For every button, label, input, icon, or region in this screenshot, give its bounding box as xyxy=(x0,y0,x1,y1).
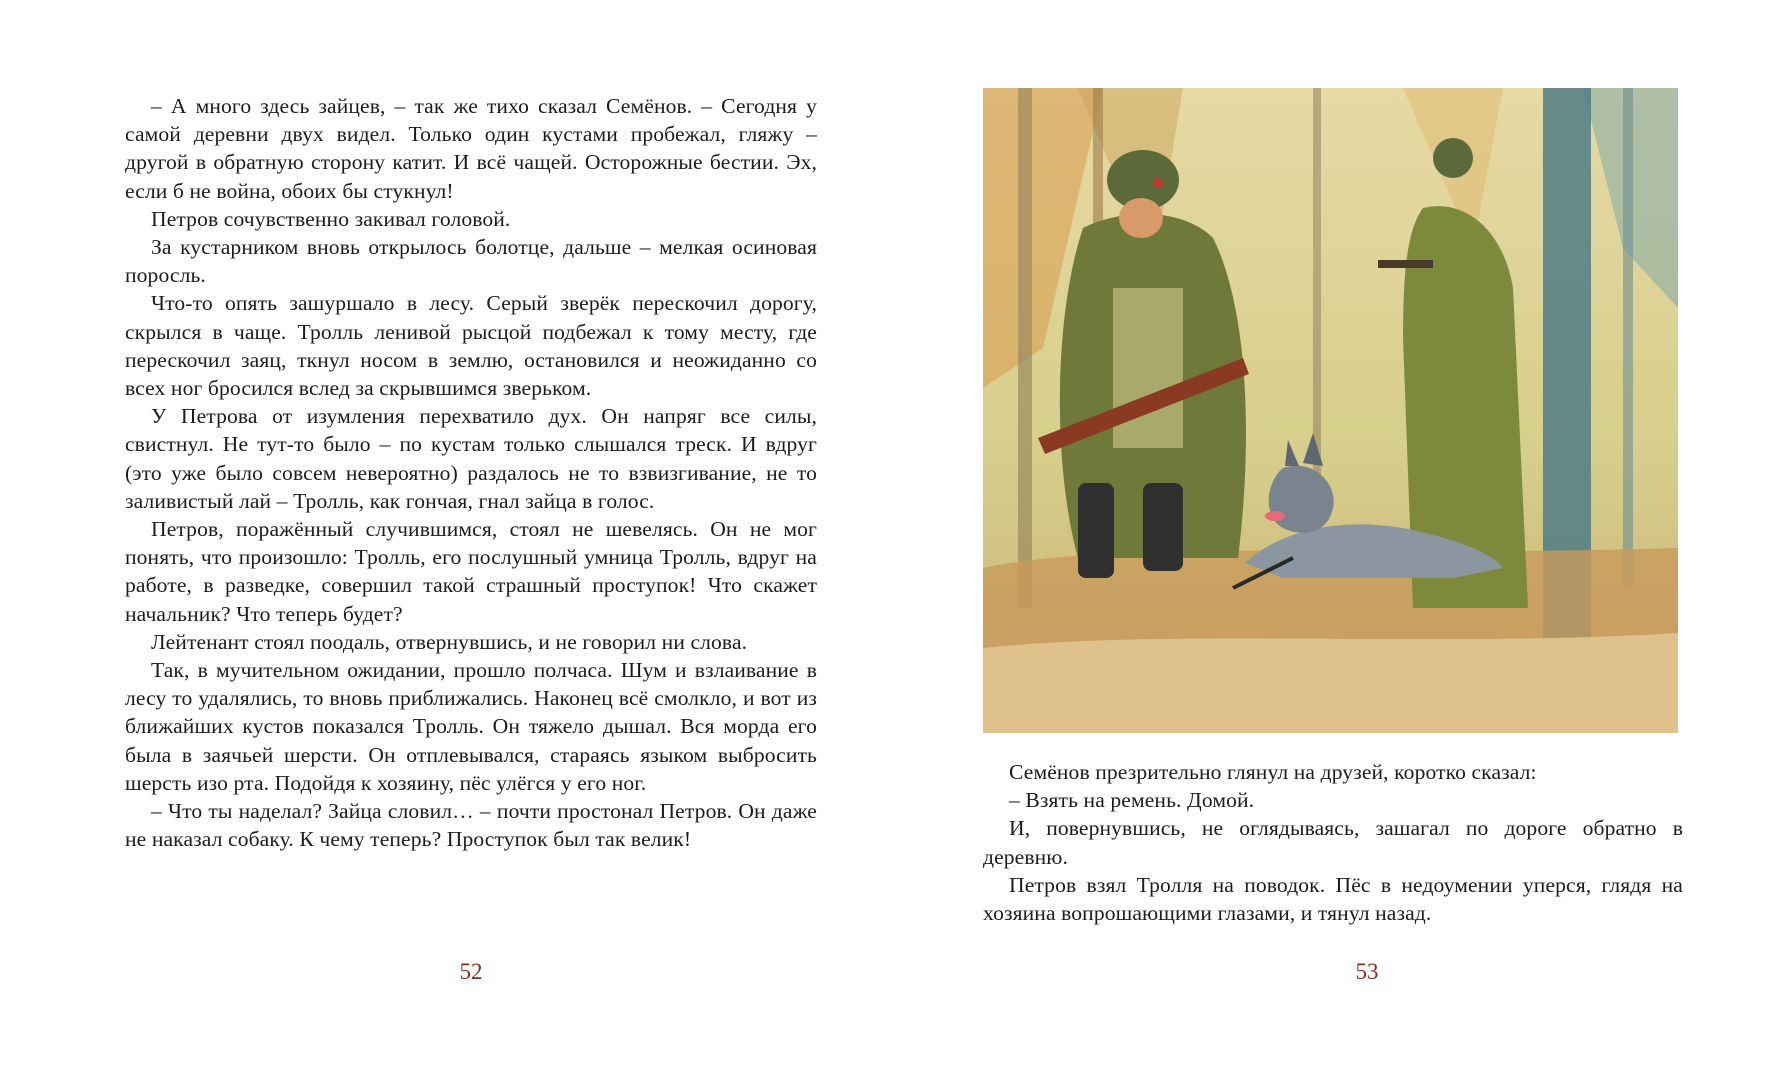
paragraph: И, повернувшись, не оглядываясь, зашагал по дороге обратно в деревню. xyxy=(983,816,1683,869)
paragraph: – А много здесь зайцев, – так же тихо сказал Семёнов. – Сегодня у самой деревни двух видел. Только один кустами пробежал, гляжу – другой в обратную сторону катит. И всё чащей. Осторожные бестии. Эх, если б не война, обоих бы стукнул! xyxy=(125,94,817,203)
tree-trunk xyxy=(1623,88,1633,588)
soldier-boot-left xyxy=(1078,483,1114,578)
second-soldier-helmet xyxy=(1433,138,1473,178)
soldier-face xyxy=(1119,198,1163,238)
dog-tongue xyxy=(1265,511,1285,521)
forest-floor-light xyxy=(983,633,1678,733)
tree-trunk xyxy=(1018,88,1032,608)
paragraph: – Что ты наделал? Зайца словил… – почти простонал Петров. Он даже не наказал собаку. К чему теперь? Проступок был так велик! xyxy=(125,799,817,852)
soldier-boot-right xyxy=(1143,483,1183,571)
paragraph: За кустарником вновь открылось болотце, дальше – мелкая осиновая поросль. xyxy=(125,235,817,288)
paragraph: У Петрова от изумления перехватило дух. Он напряг все силы, свистнул. Не тут-то было – по кустам только слышался треск. И вдруг (это уже было совсем невероятно) раздалось не то взвизгивание, не то заливистый лай – Тролль, как гончая, гнал зайца в голос. xyxy=(125,404,817,513)
left-page-text xyxy=(125,92,817,853)
paragraph: Лейтенант стоял поодаль, отвернувшись, и не говорил ни слова. xyxy=(151,629,748,654)
helmet-star xyxy=(1153,178,1163,188)
paragraph: – Взять на ремень. Домой. xyxy=(1009,788,1255,813)
second-soldier-rifle xyxy=(1378,260,1433,268)
page-number: 52 xyxy=(459,959,483,984)
paragraph: Семёнов презрительно глянул на друзей, коротко сказал: xyxy=(1009,760,1537,784)
paragraph: Петров взял Тролля на поводок. Пёс в недоумении уперся, глядя на хозяина вопрошающими глазами, и тянул назад. xyxy=(983,872,1683,926)
paragraph: Что-то опять зашуршало в лесу. Серый зверёк перескочил дорогу, скрылся в чаще. Тролль ленивой рысцой подбежал к тому месту, где перескочил заяц, ткнул носом в землю, остановился и неожиданно со всех ног бросился вслед за скрывшимся зверьком. xyxy=(125,291,817,401)
right-page xyxy=(896,0,1792,1080)
forest-scene-image xyxy=(983,88,1678,733)
soldier-uniform xyxy=(1113,288,1183,448)
illustration-soldiers-and-dog xyxy=(983,88,1678,733)
right-page-text xyxy=(983,758,1683,927)
paragraph: Петров, поражённый случившимся, стоял не шевелясь. Он не мог понять, что произошло: Тролль, его послушный умница Тролль, вдруг на работе, в разведке, совершил такой страшный проступок! Что скажет начальник? Что теперь будет? xyxy=(125,517,817,626)
page-number: 53 xyxy=(1355,959,1379,984)
paragraph: Так, в мучительном ожидании, прошло полчаса. Шум и взлаивание в лесу то удалялись, то вновь приближались. Наконец всё смолкло, и вот из ближайших кустов показался Тролль. Он тяжело дышал. Вся морда его была в заячьей шерсти. Он отплевывался, стараясь языком выбросить шерсть изо рта. Подойдя к хозяину, пёс улёгся у его ног. xyxy=(125,658,817,795)
paragraph: Петров сочувственно закивал головой. xyxy=(151,206,511,231)
